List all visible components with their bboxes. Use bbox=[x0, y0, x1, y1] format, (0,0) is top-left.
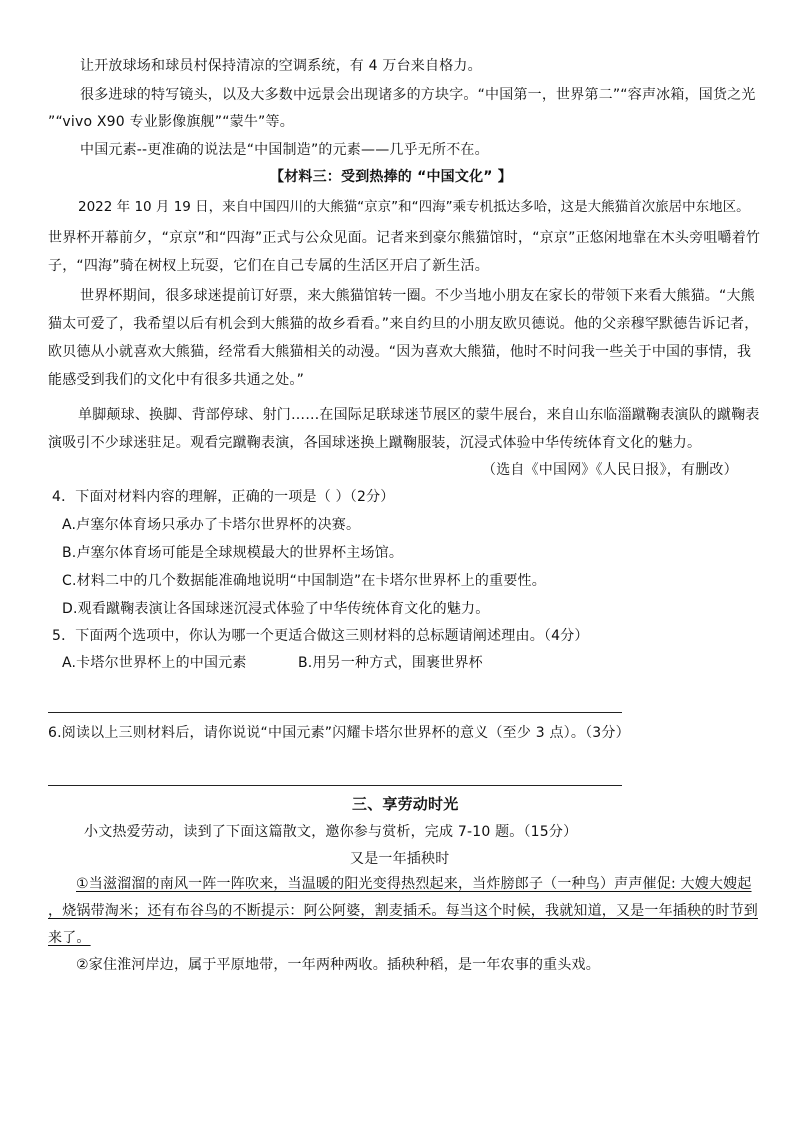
material3-source: （选自《中国网》《人民日报》，有删改） bbox=[482, 462, 738, 478]
material2-paragraph-2-line-1: 很多进球的特写镜头，以及大多数中远景会出现诸多的方块字。“中国第一，世界第二”“容声冰箱，国货之光 bbox=[80, 87, 756, 103]
material3-p2-line-2: 猫太可爱了，我希望以后有机会到大熊猫的故乡看看。”来自约旦的小朋友欧贝德说。他的父亲穆罕默德告诉记者， bbox=[48, 316, 759, 332]
material3-p2-line-3: 欧贝德从小就喜欢大熊猫，经常看大熊猫相关的动漫。“因为喜欢大熊猫，他时不时问我一些关于中国的事情，我 bbox=[48, 344, 752, 360]
q4-option-a: A.卢塞尔体育场只承办了卡塔尔世界杯的决赛。 bbox=[62, 517, 361, 533]
q4-option-d: D.观看蹴鞠表演让各国球迷沉浸式体验了中华传统体育文化的魅力。 bbox=[62, 601, 490, 617]
material3-p1-line-2: 世界杯开幕前夕，“京京”和“四海”正式与公众见面。记者来到豪尔熊猫馆时，“京京”正悠闲地靠在木头旁咀嚼着竹 bbox=[48, 230, 761, 246]
essay-p1-line-1: ①当滋溜溜的南风一阵一阵吹来，当温暖的阳光变得热烈起来，当炸膀郎子（一种鸟）声声催促: 大嫂大嫂起 bbox=[76, 876, 752, 892]
material3-p1-line-1: 2022 年 10 月 19 日，来自中国四川的大熊猫“京京”和“四海”乘专机抵达多哈，这是大熊猫首次旅居中东地区。 bbox=[78, 199, 750, 215]
q5-option-a: A.卡塔尔世界杯上的中国元素 bbox=[62, 655, 247, 671]
essay-p2-line-1: ②家住淮河岸边，属于平原地带，一年两种两收。插秧种稻，是一年农事的重头戏。 bbox=[76, 957, 600, 973]
q4-option-c: C.材料二中的几个数据能准确地说明“中国制造”在卡塔尔世界杯上的重要性。 bbox=[62, 573, 546, 589]
material3-p3-line-2: 演吸引不少球迷驻足。观看完蹴鞠表演，各国球迷换上蹴鞠服装，沉浸式体验中华传统体育文化的魅力。 bbox=[48, 435, 702, 451]
material2-paragraph-3: 中国元素--更准确的说法是“中国制造”的元素——几乎无所不在。 bbox=[80, 142, 489, 158]
section3-title: 三、享劳动时光 bbox=[352, 795, 459, 813]
material3-p2-line-1: 世界杯期间，很多球迷提前订好票，来大熊猫馆转一圈。不少当地小朋友在家长的带领下来看大熊猫。“大熊 bbox=[80, 288, 755, 304]
material2-paragraph-2-line-2: ”“vivo X90 专业影像旗舰”“蒙牛”等。 bbox=[48, 114, 294, 130]
essay-title: 又是一年插秧时 bbox=[350, 851, 450, 867]
q6-stem: 6.阅读以上三则材料后，请你说说“中国元素”闪耀卡塔尔世界杯的意义（至少 3 点）。（3分） bbox=[48, 725, 630, 741]
material3-p1-line-3: 子，“四海”骑在树杈上玩耍，它们在自己专属的生活区开启了新生活。 bbox=[48, 258, 489, 274]
answer-line-q5[interactable] bbox=[48, 712, 622, 713]
material3-heading: 【材料三：受到热捧的 “中国文化” 】 bbox=[270, 169, 512, 185]
material3-p2-line-4: 能感受到我们的文化中有很多共通之处。” bbox=[48, 372, 305, 388]
q4-option-b: B.卢塞尔体育场可能是全球规模最大的世界杯主场馆。 bbox=[62, 545, 404, 561]
material3-p3-line-1: 单脚颠球、换脚、背部停球、射门……在国际足联球迷节展区的蒙牛展台，来自山东临淄蹴鞠表演队的蹴鞠表 bbox=[78, 407, 760, 423]
answer-line-q6[interactable] bbox=[48, 785, 622, 786]
q5-option-b: B.用另一种方式，围裹世界杯 bbox=[298, 655, 483, 671]
q5-stem: 5．下面两个选项中，你认为哪一个更适合做这三则材料的总标题请阐述理由。（4分） bbox=[52, 628, 589, 644]
section3-intro: 小文热爱劳动，读到了下面这篇散文，邀你参与赏析，完成 7-10 题。（15分） bbox=[84, 824, 578, 840]
q4-stem: 4．下面对材料内容的理解，正确的一项是（ ）（2分） bbox=[52, 489, 395, 505]
essay-p1-line-2: ，烧锅带淘米；还有布谷鸟的不断提示：阿公阿婆，割麦插禾。每当这个时候，我就知道，又是一年插秧的时节到 bbox=[48, 903, 758, 919]
essay-p1-line-3: 来了。 bbox=[48, 930, 91, 946]
material2-paragraph-1: 让开放球场和球员村保持清凉的空调系统，有 4 万台来自格力。 bbox=[80, 58, 482, 74]
